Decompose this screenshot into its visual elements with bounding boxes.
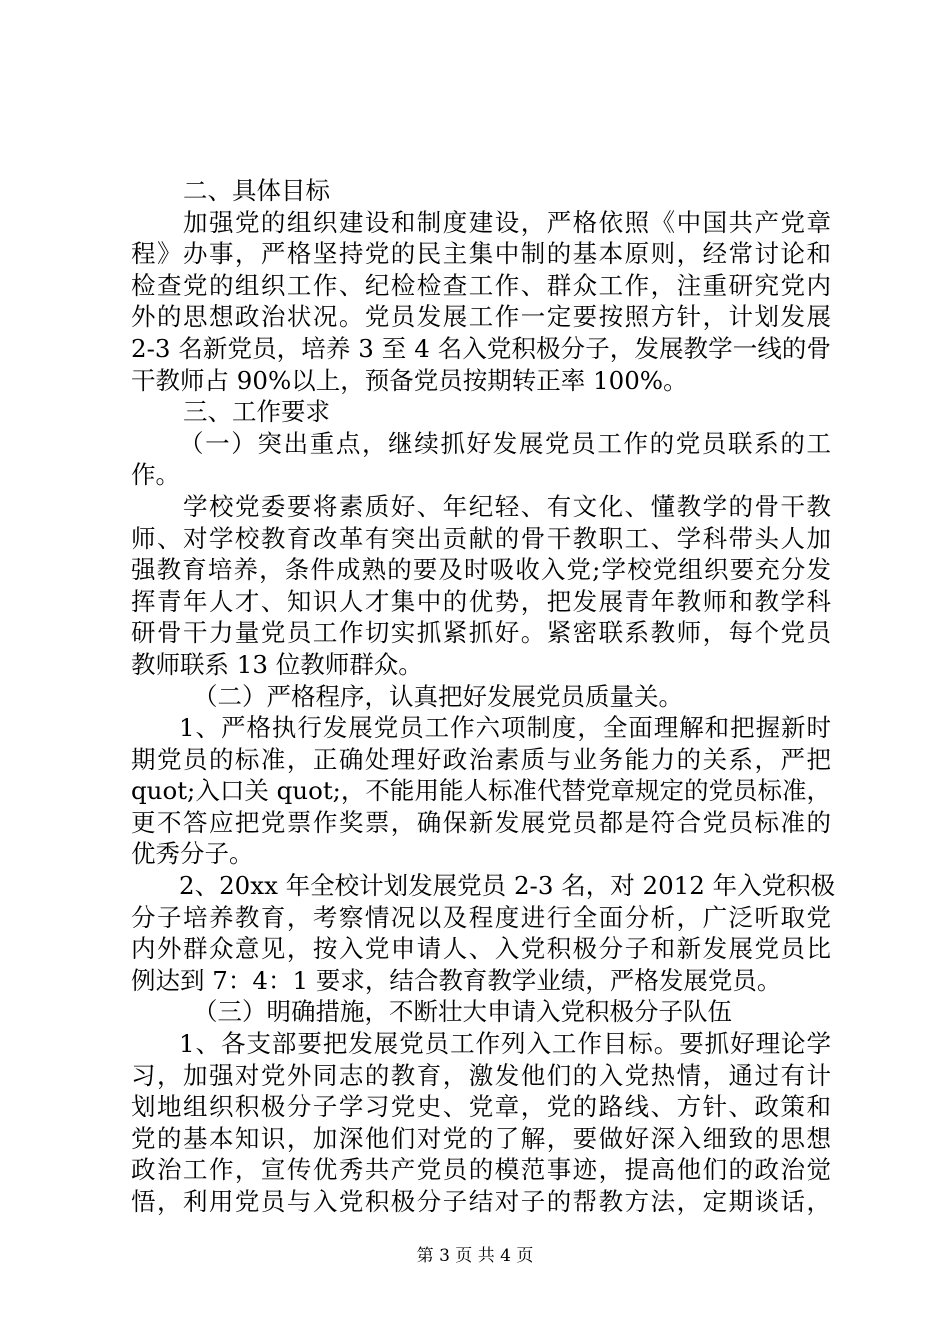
text-line: 分子培养教育，考察情况以及程度进行全面分析，广泛听取党 bbox=[131, 902, 831, 932]
text-line: 程》办事，严格坚持党的民主集中制的基本原则，经常讨论和 bbox=[131, 239, 831, 269]
text-line: 划地组织积极分子学习党史、党章，党的路线、方针、政策和 bbox=[131, 1092, 831, 1122]
text-line: 2-3 名新党员，培养 3 至 4 名入党积极分子，发展教学一线的骨 bbox=[131, 333, 831, 363]
text-line: 习，加强对党外同志的教育，激发他们的入党热情，通过有计 bbox=[131, 1060, 831, 1090]
text-line: 师、对学校教育改革有突出贡献的骨干教职工、学科带头人加 bbox=[131, 523, 831, 553]
text-line: 1、严格执行发展党员工作六项制度，全面理解和把握新时 bbox=[179, 713, 831, 743]
section-heading-requirements: 三、工作要求 bbox=[183, 397, 330, 427]
text-line: 优秀分子。 bbox=[131, 839, 254, 869]
text-line: 外的思想政治状况。党员发展工作一定要按照方针，计划发展 bbox=[131, 302, 831, 332]
text-line: 干教师占 90%以上，预备党员按期转正率 100%。 bbox=[131, 365, 688, 395]
text-line: 2、20xx 年全校计划发展党员 2-3 名，对 2012 年入党积极 bbox=[179, 871, 836, 901]
text-line: 学校党委要将素质好、年纪轻、有文化、懂教学的骨干教 bbox=[183, 491, 831, 521]
text-line: 更不答应把党票作奖票，确保新发展党员都是符合党员标准的 bbox=[131, 807, 831, 837]
subheading-two: （二）严格程序，认真把好发展党员质量关。 bbox=[193, 681, 683, 711]
document-body bbox=[131, 175, 836, 1218]
text-line: 1、各支部要把发展党员工作列入工作目标。要抓好理论学 bbox=[179, 1029, 831, 1059]
subheading-three: （三）明确措施，不断壮大申请入党积极分子队伍 bbox=[193, 997, 732, 1027]
text-line: 教师联系 13 位教师群众。 bbox=[131, 649, 423, 679]
text-line: 挥青年人才、知识人才集中的优势，把发展青年教师和教学科 bbox=[131, 586, 831, 616]
text-line: 检查党的组织工作、纪检检查工作、群众工作，注重研究党内 bbox=[131, 270, 831, 300]
page-footer: 第 3 页 共 4 页 bbox=[416, 1246, 534, 1266]
text-line: 内外群众意见，按入党申请人、入党积极分子和新发展党员比 bbox=[131, 934, 831, 964]
text-line: 加强党的组织建设和制度建设，严格依照《中国共产党章 bbox=[183, 207, 831, 237]
text-line: 政治工作，宣传优秀共产党员的模范事迹，提高他们的政治觉 bbox=[131, 1155, 831, 1185]
text-line: 作。 bbox=[131, 460, 180, 490]
text-line: quot;入口关 quot;，不能用能人标准代替党章规定的党员标准， bbox=[131, 776, 831, 806]
text-line: 强教育培养，条件成熟的要及时吸收入党;学校党组织要充分发 bbox=[131, 555, 831, 585]
text-line: 期党员的标准，正确处理好政治素质与业务能力的关系，严把 bbox=[131, 744, 831, 774]
text-line: 例达到 7：4：1 要求，结合教育教学业绩，严格发展党员。 bbox=[131, 965, 782, 995]
section-heading-goals: 二、具体目标 bbox=[183, 176, 330, 205]
text-line: 研骨干力量党员工作切实抓紧抓好。紧密联系教师，每个党员 bbox=[131, 618, 831, 648]
text-line: 悟，利用党员与入党积极分子结对子的帮教方法，定期谈话， bbox=[131, 1187, 831, 1216]
subheading-one: （一）突出重点，继续抓好发展党员工作的党员联系的工 bbox=[179, 428, 831, 458]
text-line: 党的基本知识，加深他们对党的了解，要做好深入细致的思想 bbox=[131, 1123, 831, 1153]
